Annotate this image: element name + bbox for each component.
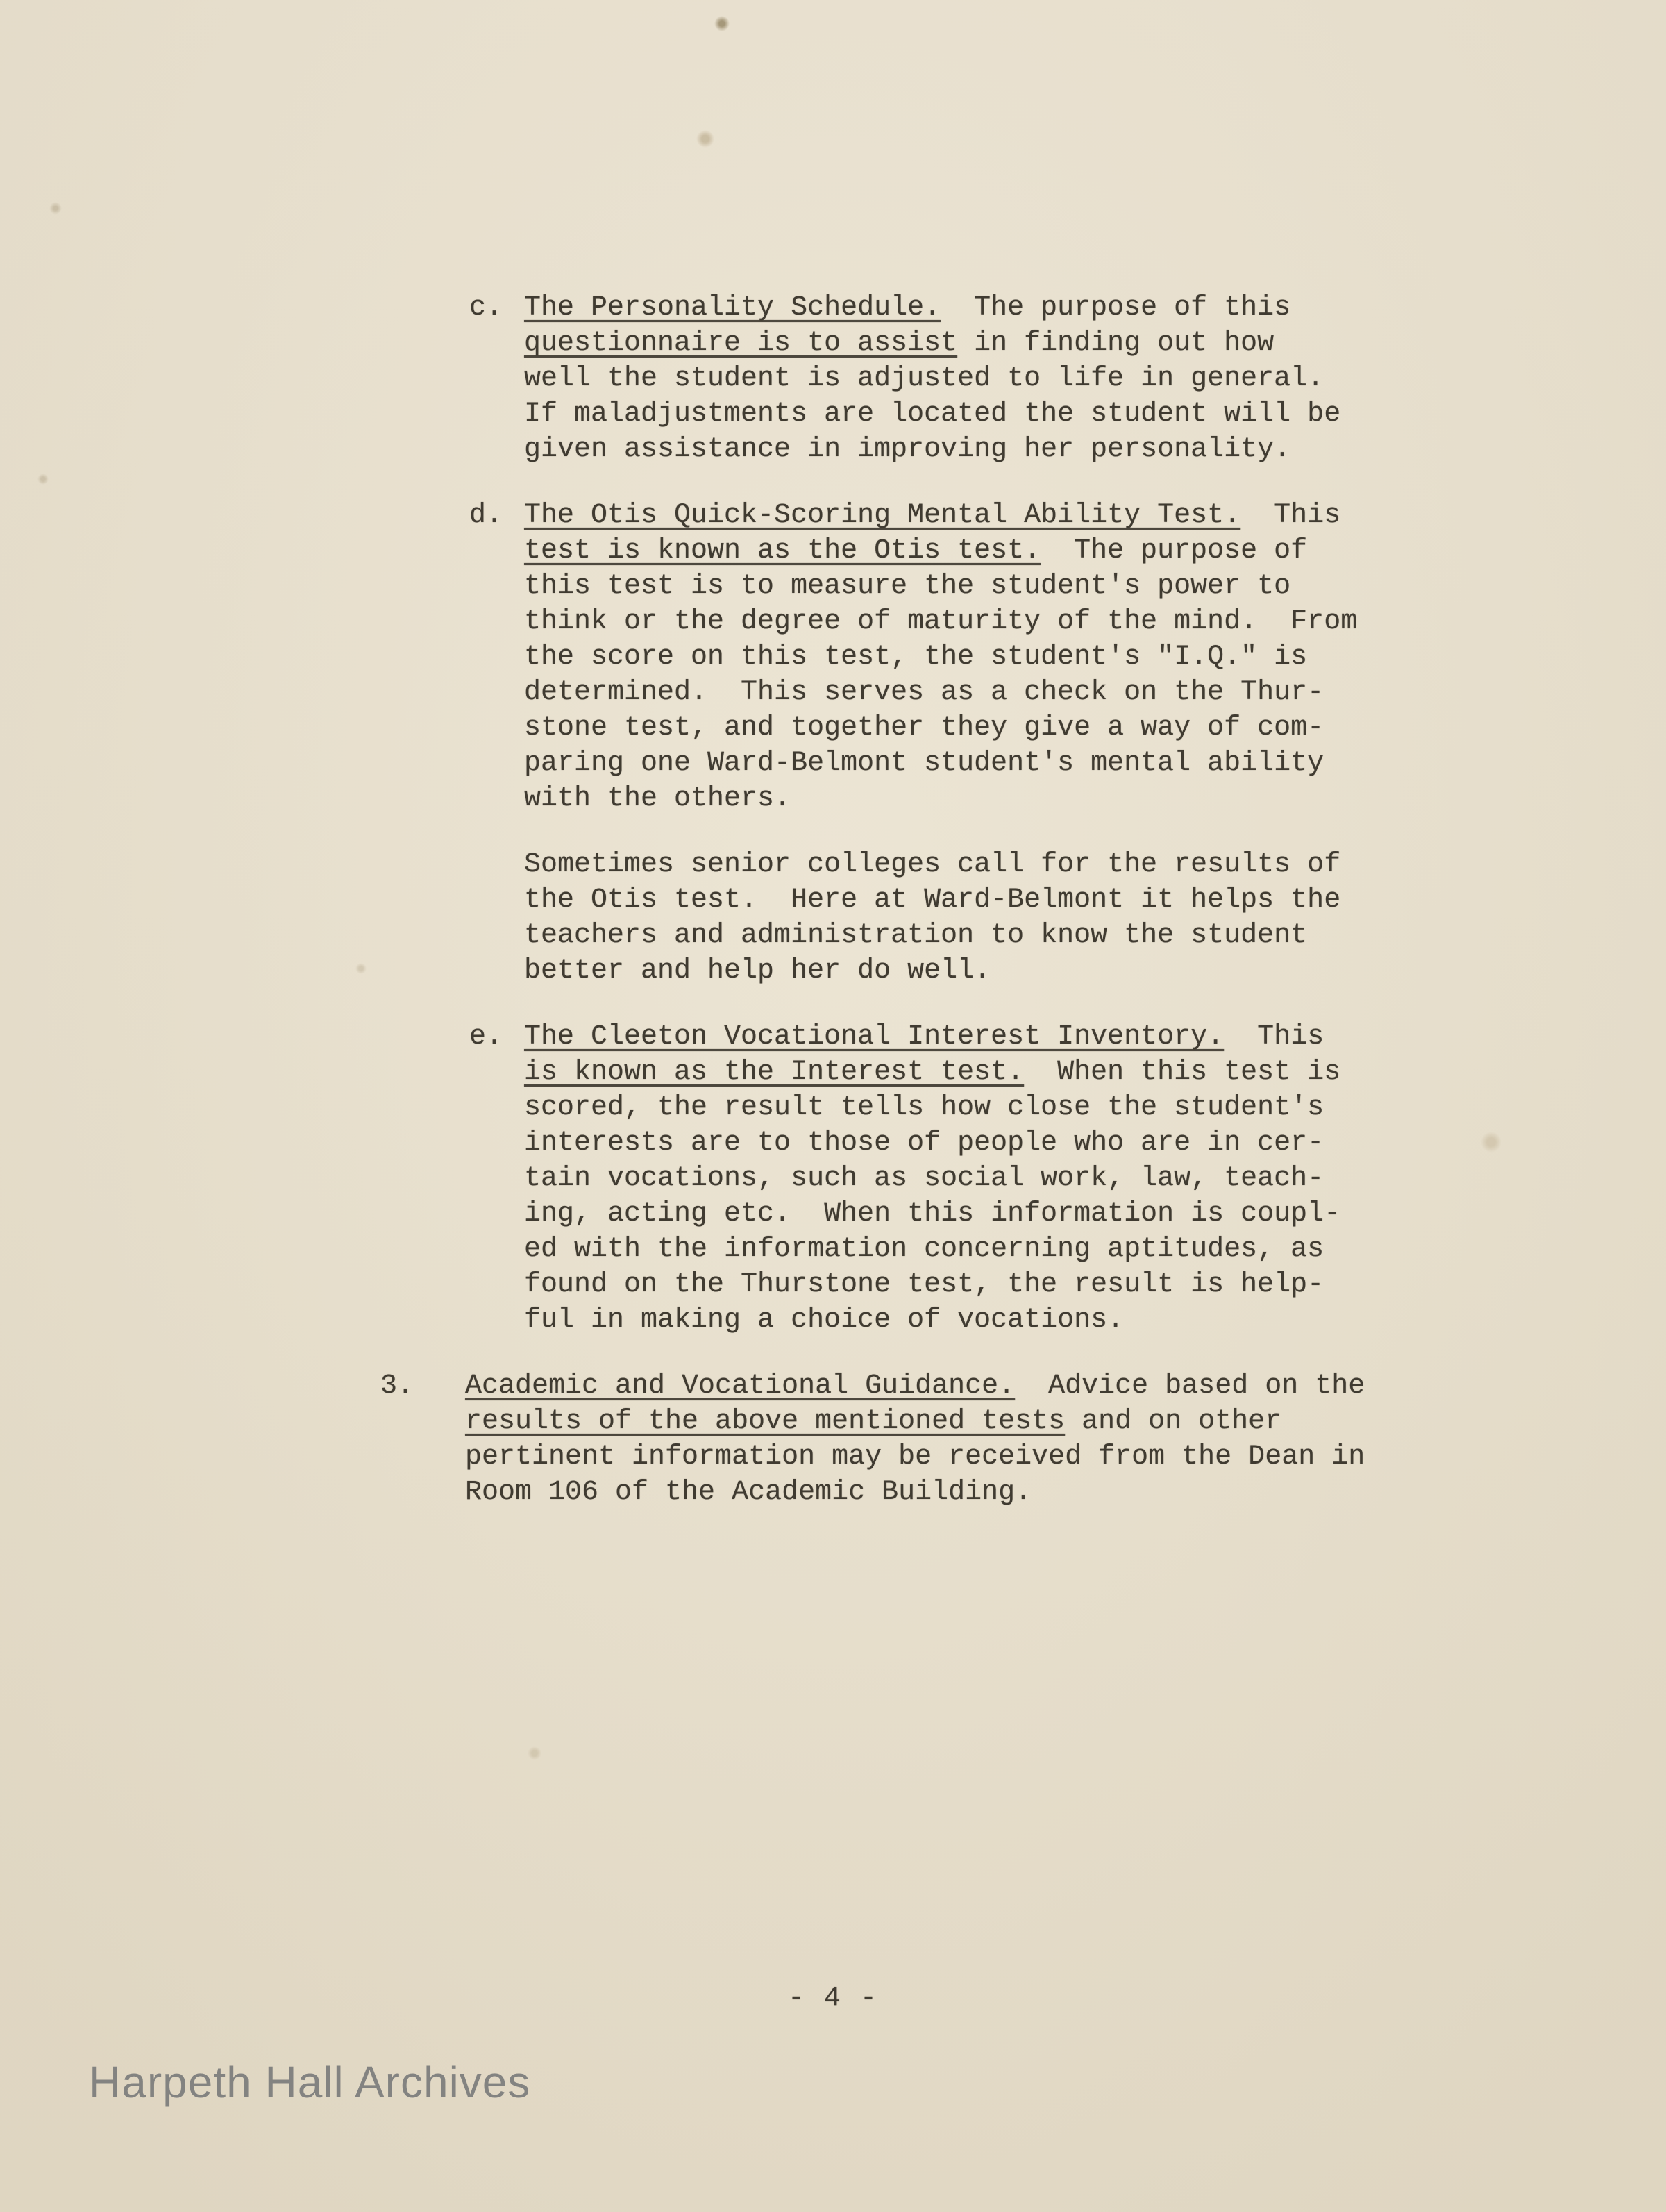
- text-segment: ed with the information concerning aptitudes, as: [524, 1234, 1324, 1265]
- page-number: - 4 -: [787, 1983, 879, 2014]
- text-line: [524, 1232, 1365, 1267]
- text-line: [524, 953, 1365, 989]
- text-segment: Sometimes senior colleges call for the results of: [524, 849, 1341, 880]
- text-segment: stone test, and together they give a way of com-: [524, 712, 1324, 744]
- text-line: [524, 675, 1365, 710]
- text-line: [465, 1475, 1365, 1510]
- paragraph: [524, 1019, 1365, 1338]
- text-line: [465, 1368, 1365, 1404]
- text-segment: well the student is adjusted to life in general.: [524, 363, 1324, 394]
- underlined-text: The Otis Quick-Scoring Mental Ability Test.: [524, 500, 1241, 531]
- text-line: [524, 498, 1365, 533]
- text-block: [380, 290, 1365, 1510]
- text-segment: and on other: [1065, 1406, 1282, 1437]
- watermark: Harpeth Hall Archives: [89, 2057, 531, 2107]
- text-line: [524, 847, 1365, 882]
- text-line: [524, 1302, 1365, 1338]
- list-marker: d.: [469, 500, 503, 531]
- list-marker: e.: [469, 1021, 503, 1053]
- text-line: [524, 604, 1365, 639]
- text-line: [524, 396, 1365, 432]
- text-segment: If maladjustments are located the student will be: [524, 399, 1341, 430]
- text-line: [524, 1055, 1365, 1090]
- text-segment: pertinent information may be received from the Dean in: [465, 1441, 1365, 1473]
- text-segment: This: [1240, 500, 1341, 531]
- paragraph: [524, 290, 1365, 467]
- underlined-text: The Personality Schedule.: [524, 292, 941, 324]
- list-marker: 3.: [380, 1371, 414, 1402]
- text-line: [524, 569, 1365, 604]
- text-line: [524, 781, 1365, 816]
- text-segment: ing, acting etc. When this information is coupl-: [524, 1198, 1341, 1230]
- underlined-text: The Cleeton Vocational Interest Inventory.: [524, 1021, 1225, 1053]
- underlined-text: test is known as the Otis test.: [524, 535, 1041, 567]
- text-segment: with the others.: [524, 783, 791, 814]
- text-line: [465, 1404, 1365, 1439]
- text-segment: interests are to those of people who are in cer-: [524, 1128, 1324, 1159]
- text-segment: paring one Ward-Belmont student's mental ability: [524, 748, 1324, 779]
- list-item: [380, 290, 1365, 467]
- underlined-text: questionnaire is to assist: [524, 328, 958, 359]
- text-line: [524, 710, 1365, 746]
- text-segment: ful in making a choice of vocations.: [524, 1305, 1125, 1336]
- text-segment: determined. This serves as a check on the Thur-: [524, 677, 1324, 708]
- text-segment: the Otis test. Here at Ward-Belmont it helps the: [524, 885, 1341, 916]
- text-segment: Room 106 of the Academic Building.: [465, 1477, 1032, 1508]
- text-segment: The purpose of this: [941, 292, 1291, 324]
- text-segment: tain vocations, such as social work, law, teach-: [524, 1163, 1324, 1194]
- underlined-text: is known as the Interest test.: [524, 1057, 1025, 1088]
- text-line: [524, 1125, 1365, 1161]
- paragraph: [524, 498, 1365, 816]
- text-segment: Advice based on the: [1015, 1371, 1365, 1402]
- text-line: [465, 1439, 1365, 1475]
- text-line: [524, 639, 1365, 675]
- text-segment: scored, the result tells how close the student's: [524, 1092, 1324, 1123]
- text-segment: found on the Thurstone test, the result is help-: [524, 1269, 1324, 1300]
- text-line: [524, 1196, 1365, 1232]
- item-content: [524, 1019, 1365, 1338]
- list-marker: c.: [469, 292, 503, 324]
- text-segment: better and help her do well.: [524, 955, 991, 987]
- paragraph: [524, 847, 1365, 989]
- item-content: [465, 1368, 1365, 1510]
- item-content: [524, 498, 1365, 989]
- text-line: [524, 1019, 1365, 1055]
- list-item: [380, 1019, 1365, 1338]
- text-line: [524, 1267, 1365, 1302]
- text-segment: When this test is: [1024, 1057, 1341, 1088]
- text-line: [524, 918, 1365, 953]
- text-segment: this test is to measure the student's power to: [524, 571, 1291, 602]
- text-line: [524, 1090, 1365, 1125]
- text-line: [524, 432, 1365, 467]
- text-segment: teachers and administration to know the student: [524, 920, 1308, 951]
- text-segment: given assistance in improving her personality.: [524, 434, 1291, 465]
- text-line: [524, 746, 1365, 781]
- underlined-text: results of the above mentioned tests: [465, 1406, 1066, 1437]
- text-segment: think or the degree of maturity of the mind. From: [524, 606, 1358, 637]
- text-segment: The purpose of: [1041, 535, 1308, 567]
- text-line: [524, 290, 1365, 326]
- text-line: [524, 361, 1365, 396]
- text-segment: in finding out how: [957, 328, 1274, 359]
- text-line: [524, 533, 1365, 569]
- list-item: [380, 498, 1365, 989]
- text-line: [524, 1161, 1365, 1196]
- text-line: [524, 326, 1365, 361]
- text-segment: This: [1224, 1021, 1324, 1053]
- text-line: [524, 882, 1365, 918]
- text-segment: the score on this test, the student's "I.Q." is: [524, 642, 1308, 673]
- item-content: [524, 290, 1365, 467]
- paragraph: [465, 1368, 1365, 1510]
- underlined-text: Academic and Vocational Guidance.: [465, 1371, 1016, 1402]
- list-item: [380, 1368, 1365, 1510]
